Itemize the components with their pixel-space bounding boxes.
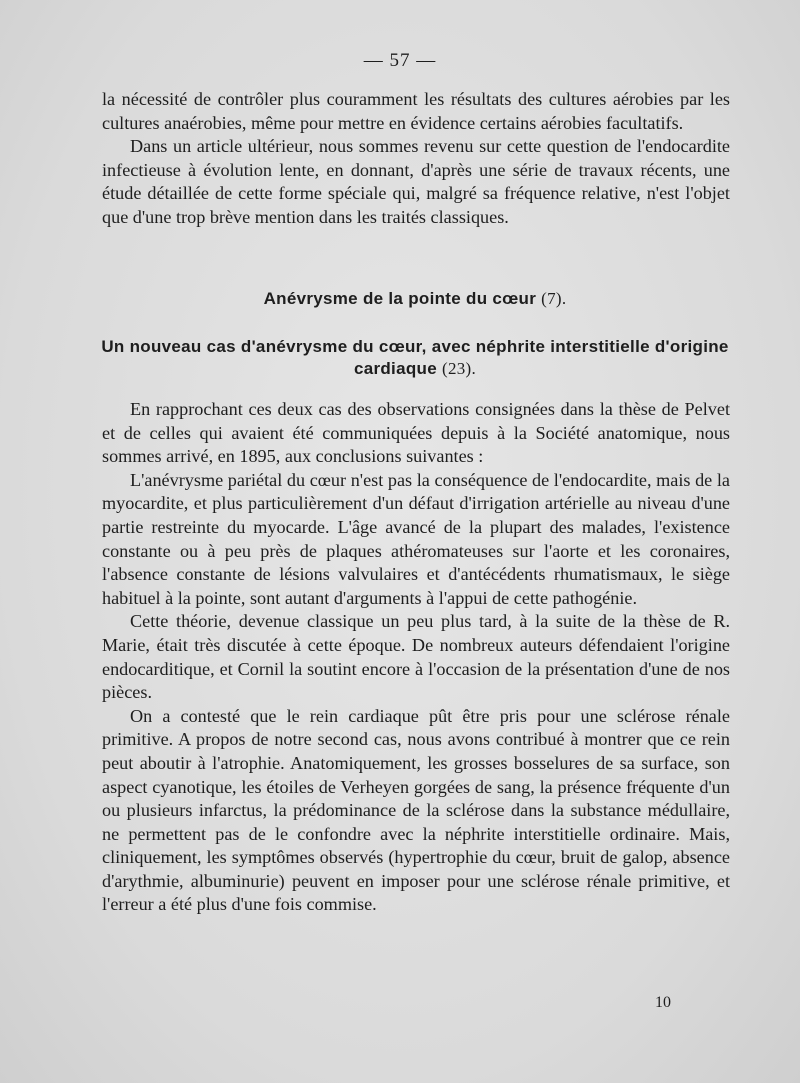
intro-text xyxy=(102,88,730,230)
body-text xyxy=(102,398,730,917)
section-heading xyxy=(90,288,740,310)
page-number: — 57 — xyxy=(363,50,437,71)
signature-mark: 10 xyxy=(655,994,671,1011)
paragraph: Cette théorie, devenue classique un peu plus tard, à la suite de la thèse de R. Marie, était très discutée à cette époque. De nombreux auteurs défendaient l'origine endocarditique, et Cornil la soutint encore à l'occasion de la présentation d'une de nos pièces. xyxy=(102,611,730,703)
heading-reference: (7). xyxy=(541,289,567,308)
paragraph: L'anévrysme pariétal du cœur n'est pas la conséquence de l'endocardite, mais de la myocardite, et plus particulièrement d'un défaut d'irrigation artérielle au niveau d'une partie restreinte du myocarde. L'âge avancé de la plupart des malades, l'existence constante ou à peu près de plaques athéromateuses sur l'aorte et les coronaires, l'absence constante de lésions valvulaires et d'antécédents rhumatismaux, le siège habituel à la pointe, sont autant d'arguments à l'appui de cette pathogénie. xyxy=(102,469,730,608)
section-heading xyxy=(90,336,740,380)
paragraph: la nécessité de contrôler plus couramment les résultats des cultures aérobies par les cultures anaérobies, même pour mettre en évidence certains aérobies facultatifs. xyxy=(102,89,730,133)
paragraph: En rapprochant ces deux cas des observations consignées dans la thèse de Pelvet et de celles qui avaient été communiquées depuis à la Société anatomique, nous sommes arrivé, en 1895, aux conclusions suivantes : xyxy=(102,399,730,467)
paragraph: Dans un article ultérieur, nous sommes revenu sur cette question de l'endocardite infectieuse à évolution lente, en donnant, d'après une série de travaux récents, une étude détaillée de cette forme spéciale qui, malgré sa fréquence relative, n'est l'objet que d'une trop brève mention dans les traités classiques. xyxy=(102,136,730,227)
heading-title: Anévrysme de la pointe du cœur xyxy=(263,289,537,308)
heading-reference: (23). xyxy=(441,359,477,378)
heading-title: Un nouveau cas d'anévrysme du cœur, avec néphrite interstitielle d'origine cardiaque xyxy=(101,337,729,378)
paragraph: On a contesté que le rein cardiaque pût être pris pour une sclérose rénale primitive. A propos de notre second cas, nous avons contribué à montrer que ce rein peut aboutir à l'atrophie. Anatomiquement, les grosses bosselures de sa surface, son aspect cyanotique, les étoiles de Verheyen gorgées de sang, la présence fréquente d'un ou plusieurs infarctus, la prédominance de la sclérose dans la substance médullaire, ne permettent pas de le confondre avec la néphrite interstitielle ordinaire. Mais, cliniquement, les symptômes observés (hypertrophie du cœur, bruit de galop, absence d'arythmie, albuminurie) peuvent en imposer pour une sclérose rénale primitive, et l'erreur a été plus d'une fois commise. xyxy=(102,705,730,915)
